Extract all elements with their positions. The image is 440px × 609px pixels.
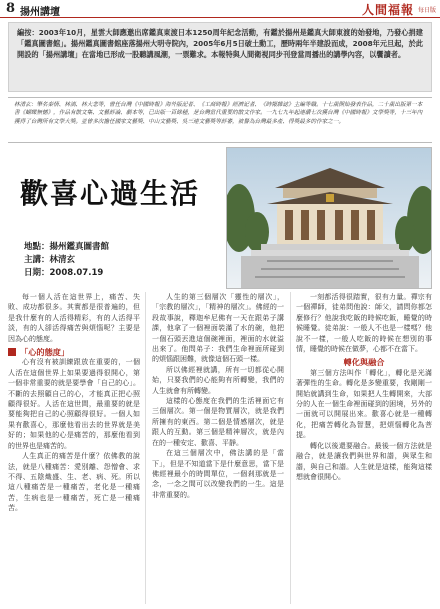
article-column-2 <box>152 292 284 604</box>
paragraph: 所以佛經裡就講，所有一切都從心開始，只要我們的心能夠有所轉變，我們的人生就會有所轉變。 <box>152 365 284 395</box>
editor-note <box>8 22 432 92</box>
column-divider <box>145 292 146 604</box>
paragraph: 轉化以後還要融合。最後一個方法就是融合，就是讓我們與世界和諧，與眾生和諧，與自己和諧。人生就是這樣，能夠這樣想就會很開心。 <box>296 441 432 481</box>
lecture-meta <box>24 241 109 280</box>
author-bio <box>8 97 432 143</box>
lecture-date: 日期：2008.07.19 <box>24 268 104 278</box>
article-headline: 歡喜心過生活 <box>20 177 201 210</box>
page-number: 8 <box>6 1 16 16</box>
column-name: 揚州講壇 <box>20 7 60 18</box>
paragraph: 心有沒有被訓練跟放在重要的，一個人活在這個世界上如果要過得很開心，第一個非常重要的就是要學會「自己的心」。不斷的去照顧自己的心，才能真正把心照顧得很好。人活在這世間，最重要的就是要能夠把自己的心照顧得很好。一個人如果有歡喜心，那麼他看出去的世界就是美好的；如果他的心是痛苦的，那麼他看到的世界也是痛苦的。 <box>8 358 140 450</box>
page-header <box>0 0 440 18</box>
column-divider <box>290 292 291 604</box>
paragraph: 人生的第三個層次「靈性的層次」，「宗教的層次」，「精神的層次」。佛經的一段故事說，釋迦牟尼佛有一天在跟弟子講課，他拿了一個裡面裝滿了水的碗，他把一個石頭丟進這個碗裡面，裡面的水就溢出來了。他問弟子：我們生命裡面所碰到的煩惱跟困難，就像這個石頭一樣。 <box>152 293 284 364</box>
edition-label: 每日版 <box>417 7 436 14</box>
article-column-3 <box>296 292 432 604</box>
paragraph: 每一個人活在這世界上，痛苦、失敗、成功都很多。其實都是很普遍的，但是我什麼有的人活得精彩，有的人活得平淡，有的人卻活得痛苦與煩惱呢？主要是因為心的態度。 <box>8 293 140 343</box>
author-bio-text: 林清玄：筆名秦情、林漓、林大悲等，曾任台灣《中國時報》海外版記者、《工商時報》經濟記者、《時報雜誌》主編等職。十七歲開始發表作品，二十歲出版第一本書《蝴蝶無憾》，作品有散文集、文藝評論、劇本等，已出版一百餘種，是台灣當代重要的散文作家。一九七九年起連續七次獲台灣《中國時報》文學獎等，十三年內獲得了台灣所有文學大獎。並曾多次擔任國家文藝獎、中山文藝獎、吳三連文藝獎等評審，被譽為台灣最多產、得獎最多的作家之一。 <box>14 102 423 125</box>
lecture-location: 地點：揚州鑑真圖書館 <box>24 242 110 252</box>
section-heading: 轉化與融合 <box>343 357 385 368</box>
library-building-image <box>227 148 432 289</box>
editor-note-text: 編按：2003年10月，星雲大師應邀出席鑑真東渡日本1250周年紀念活動，有鑑於揚州是鑑真大師東渡的始發地，乃發心捐建「鑑真圖書館」。揚州鑑真圖書館座落揚州大明寺院內，2005年6月5日破土動工，歷時兩年半建設而成，2008年元旦起，於此開設的「揚州講壇」在當地已形成一股聽講風潮，一票難求。本報特與人間衛視同步刊登當周播出的講學內容，以饗讀者。 <box>17 28 423 59</box>
paragraph: 人生真正的痛苦是什麼？依佛教的說法，就是八種痛苦：愛別離、怨憎會、求不得、五陰熾盛、生、老、病、死。所以這八種痛苦是一種痛苦，老化是一種痛苦，生病也是一種痛苦，死亡是一種痛苦。 <box>8 452 140 513</box>
library-photo <box>226 147 432 289</box>
article-column-1 <box>8 292 140 604</box>
paragraph: 這樣的心態度在我們的生活裡面它有三個層次。第一個是物質層次，就是我們所擁有的東西。第二個是情感層次，就是跟人的互動。第三個是精神層次，就是內在的一種安定、歡喜、平靜。 <box>152 397 284 447</box>
paragraph: 一刻都活得很踏實，很有力量。禪宗有一個禪師，徒弟問他說：師父，請問你都怎麼修行？他說我吃飯的時候吃飯，睡覺的時候睡覺。徒弟說：一般人不也是一樣嗎？他說不一樣，一般人吃飯的時候在想別的事情，睡覺的時候在做夢，心都不在當下。 <box>296 293 432 354</box>
paragraph: 第三個方法叫作「轉化」，轉化是光滿著彈性的生命。轉化是多變重要，我剛剛一開始就講到生命，如果把人生轉開來，大部分的人在一個生命裡面碰到的困境，另外的一面就可以開展出來。歡喜心就是一種轉化，把痛苦轉化為智慧，把煩惱轉化為菩提。 <box>296 368 432 440</box>
section-heading: 「心的態度」 <box>8 347 140 357</box>
lecture-speaker: 主講：林清玄 <box>24 255 76 265</box>
paragraph: 在這三個層次中，佛法講的是「當下」，但是不知道當下是什麼意思，當下是佛經裡最小的時間單位，一個剎那就是一念，一念之間可以改變我們的一生。這是非常重要的。 <box>152 449 284 499</box>
newspaper-logo: 人間福報 <box>361 3 414 17</box>
